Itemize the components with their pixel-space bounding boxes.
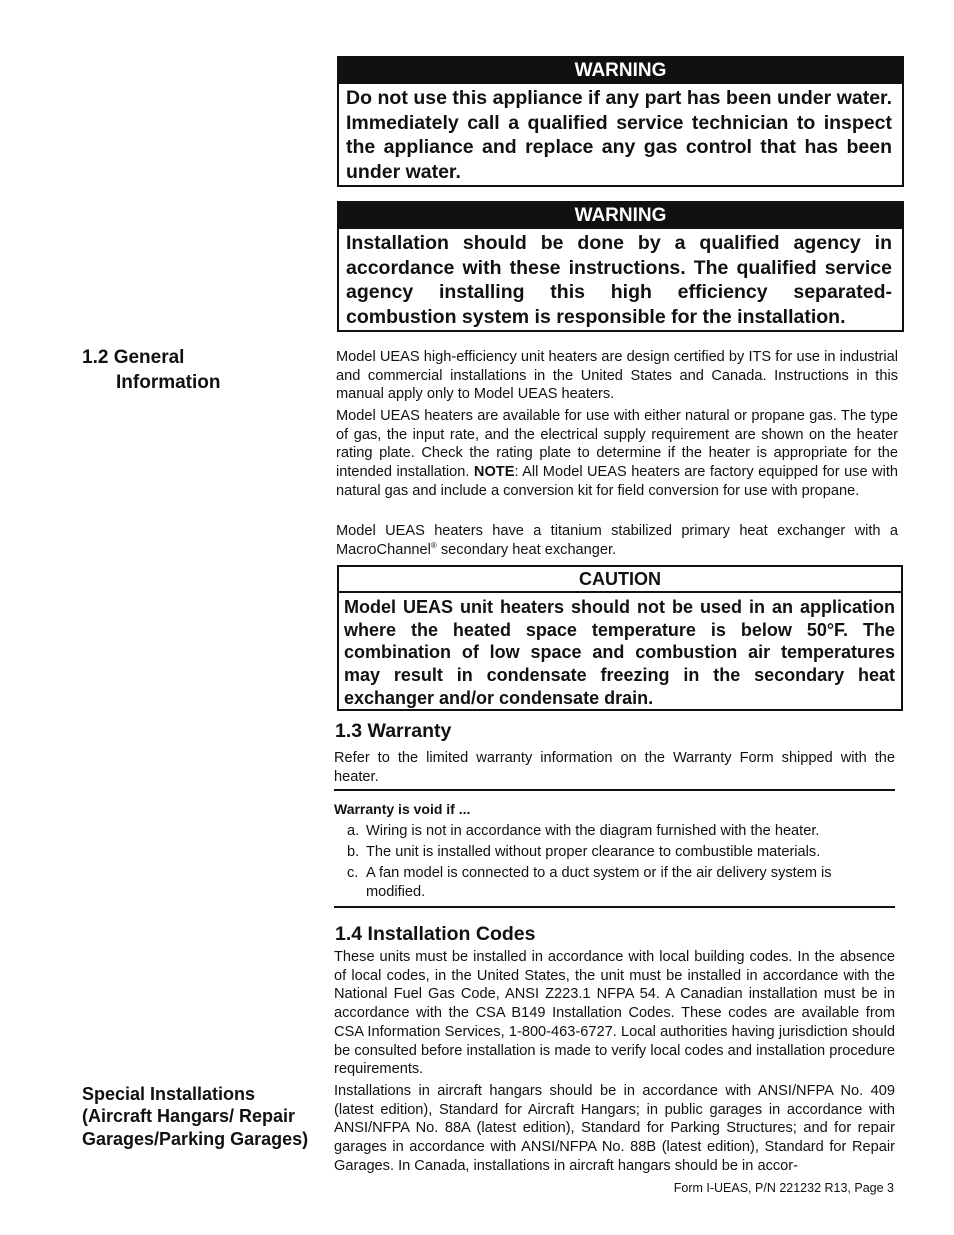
warranty-paragraph: Refer to the limited warranty information on the Warranty Form shipped with the heater. (334, 750, 895, 785)
codes-paragraph-1: These units must be installed in accordance with local building codes. In the absence of local codes, in the United States, the unit must be installed in accordance with the National Fuel Gas Code, ANSI Z223.1 NFPA 54. A Canadian installation must be in accordance with the CSA B149 Installation Codes. These codes are available from CSA Information Services, 1-800-463-6727. Local authorities having jurisdiction should be consulted before installation is made to verify local codes and installation procedure requirements. (334, 949, 895, 1078)
list-item-text: A fan model is connected to a duct system or if the air delivery system is modified. (366, 865, 832, 900)
list-item (334, 864, 879, 900)
registered-mark: ® (430, 540, 437, 550)
warning-text: Do not use this appliance if any part has been under water. Immediately call a qualified service technician to inspect the appliance and replace any gas control that has been under water. (346, 87, 892, 183)
warranty-void-list (334, 822, 879, 904)
general-p2-rest: : All Model UEAS heaters are factory equipped for use with natural gas and include a conversion kit for field conversion for use with propane. (336, 464, 898, 499)
heading-number: 1.2 General (82, 347, 185, 368)
warning-box-installation (337, 201, 904, 332)
page-footer: Form I-UEAS, P/N 221232 R13, Page 3 (673, 1181, 894, 1195)
list-marker: b. (347, 844, 360, 861)
section-heading-special-installations: Special Installations (Aircraft Hangars/ Repair Garages/Parking Garages) (82, 1084, 309, 1149)
general-paragraph-1: Model UEAS high-efficiency unit heaters are design certified by ITS for use in industrial and commercial installations in the United States and Canada. Instructions in this manual apply only to Model UEAS heaters. (336, 349, 898, 403)
codes-paragraph-2: Installations in aircraft hangars should be in accordance with ANSI/NFPA No. 409 (latest edition), Standard for Aircraft Hangars; in public garages in accordance with ANSI/NFPA No. 88A (latest edition), Standard for Parking Structures; and for repair garages in accordance with ANSI/NFPA No. 88B (latest edition), Standard for Repair Garages. In Canada, installations in aircraft hangars should be in accor- (334, 1083, 895, 1174)
general-paragraph-3 (336, 522, 898, 559)
general-p3-rest: secondary heat exchanger. (436, 541, 617, 558)
general-p2-text: Model UEAS heaters are available for use with either natural or propane gas. The type of gas, the input rate, and the electrical supply requirement are shown on the heater rating plate. Check the rating plate to determine if the heater is appropriate for the intended installation. (336, 408, 898, 481)
warranty-top-rule (334, 789, 895, 791)
list-marker: a. (347, 823, 360, 839)
warning-title: WARNING (339, 58, 902, 84)
warning-box-water (337, 56, 904, 187)
heading-rest: Information (116, 372, 221, 393)
caution-box (337, 565, 903, 711)
list-marker: c. (347, 865, 359, 882)
warning-title: WARNING (339, 203, 902, 229)
section-heading-general (82, 345, 221, 395)
list-item (334, 822, 879, 840)
warranty-bottom-rule (334, 906, 895, 908)
caution-text: Model UEAS unit heaters should not be used in an application where the heated space temperature is below 50°F. The combination of low space and combustion air temperatures may result in condensate freezing in the secondary heat exchanger and/or condensate drain. (344, 597, 895, 708)
section-heading-warranty: 1.3 Warranty (335, 720, 452, 742)
caution-title: CAUTION (339, 567, 901, 593)
list-item-text: The unit is installed without proper clearance to combustible materials. (366, 844, 821, 861)
section-heading-installation-codes: 1.4 Installation Codes (335, 923, 536, 945)
warning-text: Installation should be done by a qualified agency in accordance with these instructions. The qualified service agency installing this high efficiency separated-combustion system is responsible for the installation. (346, 232, 892, 328)
list-item-text: Wiring is not in accordance with the diagram furnished with the heater. (366, 823, 820, 839)
general-p3-text: Model UEAS heaters have a titanium stabilized primary heat exchanger with a MacroChannel (336, 523, 898, 558)
warranty-void-label: Warranty is void if ... (334, 801, 471, 817)
list-item (334, 843, 879, 861)
note-label: NOTE (473, 464, 515, 481)
general-paragraph-2 (336, 407, 898, 501)
